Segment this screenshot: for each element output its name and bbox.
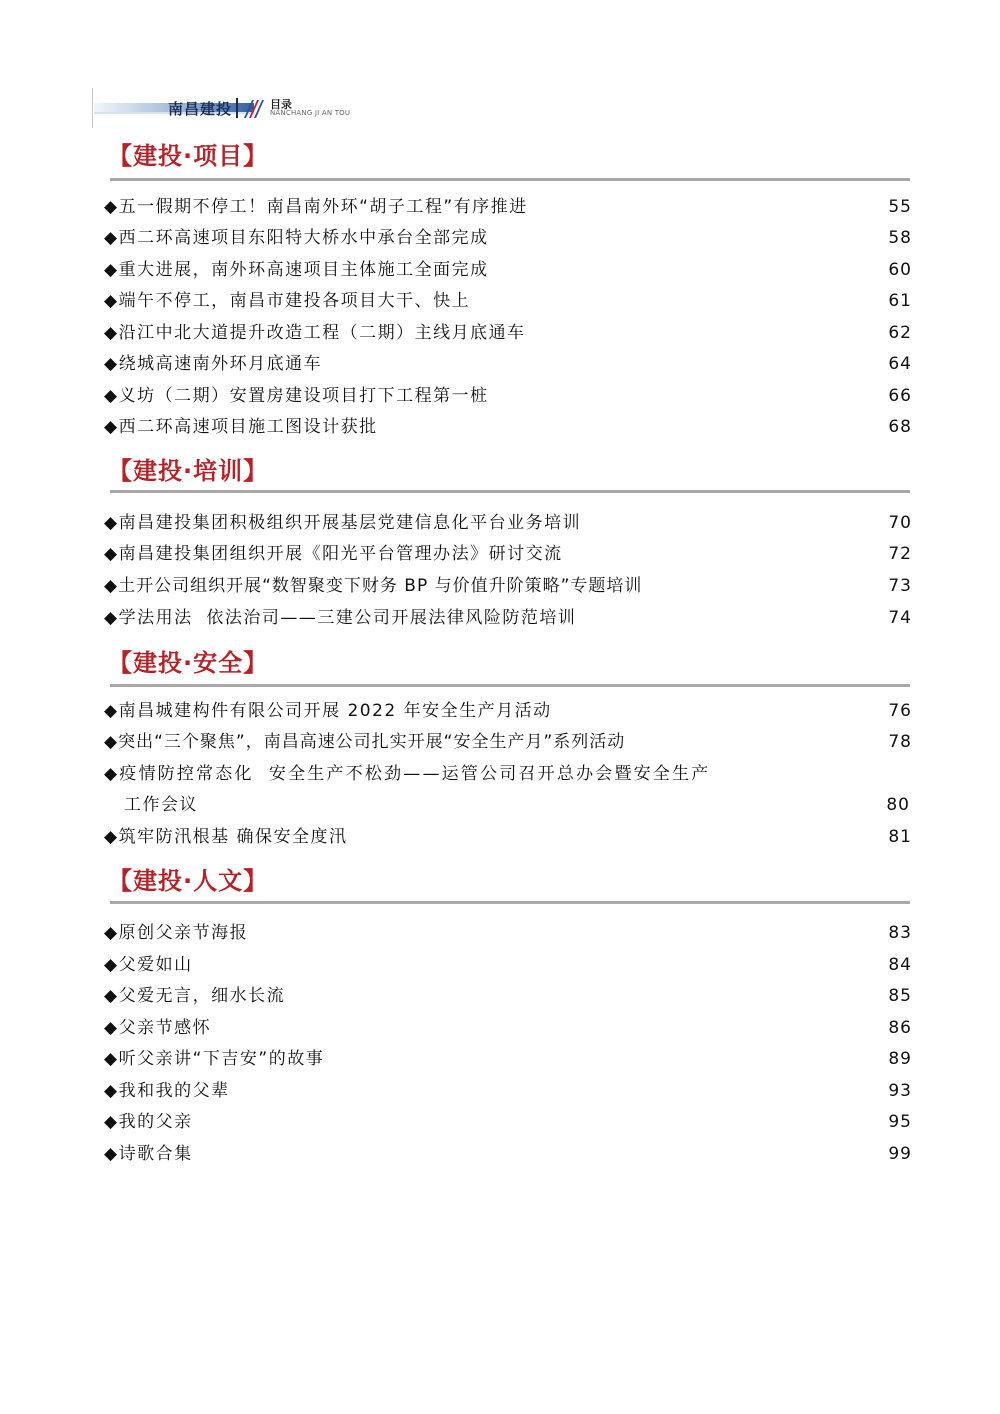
toc-entry[interactable] [104,920,912,946]
toc-entry-text: ◆疫情防控常态化 安全生产不松劲——运管公司召开总办会暨安全生产 [104,764,711,784]
toc-entry[interactable] [104,952,912,978]
toc-entry-text: ◆南昌建投集团组织开展《阳光平台管理办法》研讨交流 [104,544,563,564]
toc-entry-text: ◆诗歌合集 [104,1144,193,1164]
toc-entry[interactable] [104,257,912,283]
toc-entry-text: ◆学法用法 依法治司——三建公司开展法律风险防范培训 [104,608,577,628]
header-rule [92,88,93,128]
toc-page-number: 85 [888,986,912,1006]
toc-entry-text: ◆西二环高速项目施工图设计获批 [104,417,378,437]
toc-entry-text: ◆我的父亲 [104,1112,193,1132]
section-rule [110,490,910,493]
toc-page-number: 84 [888,955,912,975]
brand-subtitle: NANCHANG JI AN TOU [270,109,351,117]
toc-entry-text: ◆重大进展，南外环高速项目主体施工全面完成 [104,260,489,280]
toc-entry-text: ◆父爱无言，细水长流 [104,986,286,1006]
toc-page-number: 99 [888,1144,912,1164]
toc-page-number: 83 [888,923,912,943]
toc-entry-text: ◆听父亲讲“下吉安”的故事 [104,1049,325,1069]
toc-page-number: 78 [888,732,912,752]
toc-entry-text: ◆土开公司组织开展“数智聚变下财务 BP 与价值升阶策略”专题培训 [104,576,643,596]
toc-entry-text: ◆绕城高速南外环月底通车 [104,354,323,374]
toc-page-number: 80 [886,795,910,815]
toc-entry[interactable] [104,225,912,251]
toc-entry-continued[interactable] [124,792,910,818]
toc-page-number: 70 [888,513,912,533]
toc-entry[interactable] [104,1109,912,1135]
toc-entry-text: ◆南昌建投集团积极组织开展基层党建信息化平台业务培训 [104,513,582,533]
toc-entry[interactable] [104,1078,912,1104]
section-label: 目录 [270,98,292,111]
toc-entry[interactable] [104,351,912,377]
toc-page-number: 66 [888,386,912,406]
toc-page-number: 60 [888,260,912,280]
toc-entry[interactable] [104,288,912,314]
section-rule [110,901,910,904]
toc-entry-text: ◆南昌城建构件有限公司开展 2022 年安全生产月活动 [104,701,552,721]
toc-page-number: 72 [888,544,912,564]
toc-page-number: 64 [888,354,912,374]
section-title-culture: 【建投·人文】 [108,867,269,895]
toc-entry[interactable] [104,1141,912,1167]
toc-entry-text: ◆我和我的父辈 [104,1081,230,1101]
toc-page-number: 76 [888,701,912,721]
toc-entry-text: ◆父爱如山 [104,955,193,975]
brand-name: 南昌建投 [168,100,233,118]
toc-page-number: 74 [888,608,912,628]
section-rule [110,178,910,181]
toc-entry[interactable] [104,573,912,599]
section-title-training: 【建投·培训】 [108,457,269,485]
section-title-projects: 【建投·项目】 [108,142,269,170]
section-rule [110,684,910,687]
toc-page-number: 61 [888,291,912,311]
toc-page-number: 68 [888,417,912,437]
toc-entry[interactable] [104,761,912,787]
toc-entry-text: ◆五一假期不停工！南昌南外环“胡子工程”有序推进 [104,197,528,217]
toc-entry[interactable] [104,194,912,220]
toc-entry[interactable] [104,383,912,409]
toc-entry-text: ◆突出“三个聚焦”，南昌高速公司扎实开展“安全生产月”系列活动 [104,732,626,752]
toc-entry[interactable] [104,729,912,755]
toc-entry[interactable] [104,1046,912,1072]
toc-page-number: 89 [888,1049,912,1069]
toc-page-number: 55 [888,197,912,217]
toc-entry[interactable] [104,824,912,850]
toc-entry-text: 工作会议 [124,795,198,815]
toc-page-number: 62 [888,323,912,343]
toc-entry[interactable] [104,541,912,567]
toc-page-number: 73 [888,576,912,596]
toc-entry-text: ◆沿江中北大道提升改造工程（二期）主线月底通车 [104,323,526,343]
section-title-safety: 【建投·安全】 [108,649,269,677]
toc-entry[interactable] [104,983,912,1009]
header-separator [236,98,238,118]
toc-entry-text: ◆筑牢防汛根基 确保安全度汛 [104,827,348,847]
toc-page-number: 81 [888,827,912,847]
toc-entry[interactable] [104,510,912,536]
toc-entry[interactable] [104,605,912,631]
toc-entry[interactable] [104,414,912,440]
toc-page-number: 95 [888,1112,912,1132]
toc-entry[interactable] [104,1015,912,1041]
toc-page-number: 93 [888,1081,912,1101]
toc-entry-text: ◆西二环高速项目东阳特大桥水中承台全部完成 [104,228,489,248]
toc-entry-text: ◆端午不停工，南昌市建投各项目大干、快上 [104,291,471,311]
toc-entry[interactable] [104,698,912,724]
toc-page-number: 58 [888,228,912,248]
toc-entry-text: ◆原创父亲节海报 [104,923,249,943]
toc-entry-text: ◆父亲节感怀 [104,1018,212,1038]
toc-page-number: 86 [888,1018,912,1038]
toc-entry[interactable] [104,320,912,346]
company-logo-icon [242,96,266,120]
page-header [92,88,512,128]
toc-entry-text: ◆义坊（二期）安置房建设项目打下工程第一桩 [104,386,489,406]
